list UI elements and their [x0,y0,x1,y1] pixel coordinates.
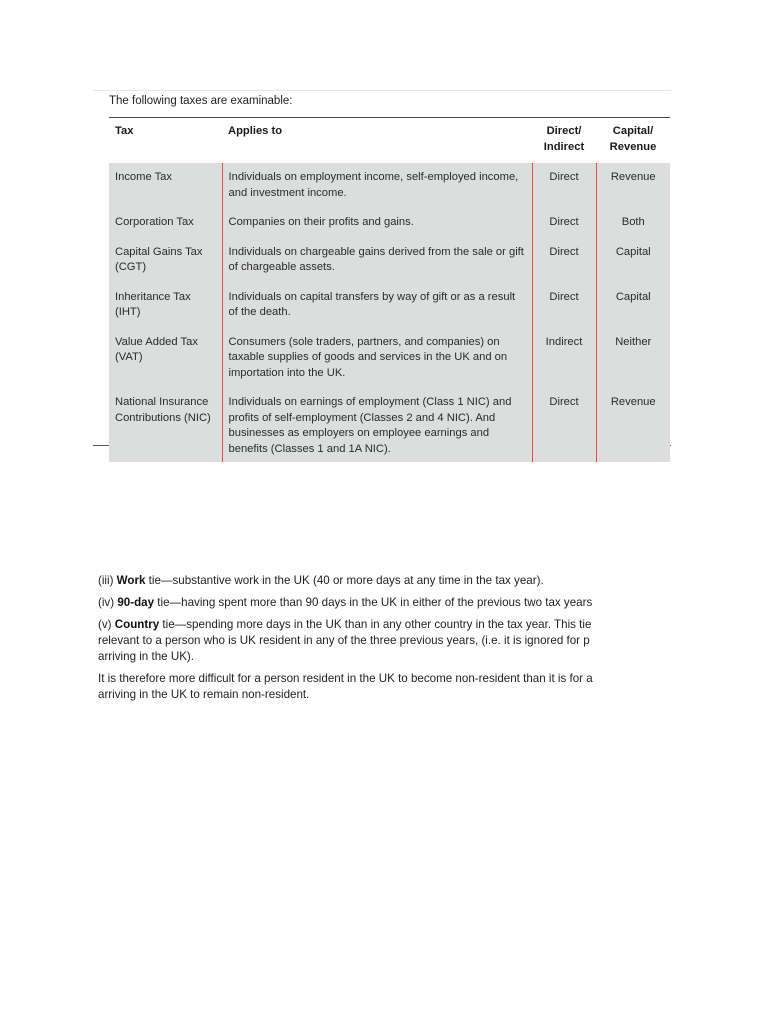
table-row [109,279,670,324]
cell-capital-revenue: Capital [596,234,670,279]
conclusion-paragraph: It is therefore more difficult for a person resident in the UK to become non-resident than it is for a arriving in the UK to remain non-resident. [98,672,593,701]
taxes-table [109,117,670,462]
intro-text: The following taxes are examinable: [109,95,293,107]
cell-direct-indirect: Direct [532,234,596,279]
cell-applies-to: Companies on their profits and gains. [222,204,532,234]
work-tie-term: Work [116,574,146,587]
cell-applies-to: Individuals on employment income, self-employed income, and investment income. [222,163,532,204]
cell-capital-revenue: Revenue [596,163,670,204]
header-capital-revenue: Capital/ Revenue [596,118,670,164]
cell-direct-indirect: Direct [532,384,596,462]
table-row [109,204,670,234]
table-row [109,384,670,462]
ninety-day-tie-paragraph: (iv) 90-day tie—having spent more than 90 days in the UK in either of the previous two tax years [98,596,593,609]
header-tax: Tax [109,118,222,164]
country-tie-term: Country [114,618,160,631]
cell-applies-to: Individuals on chargeable gains derived from the sale or gift of chargeable assets. [222,234,532,279]
cell-tax: Inheritance Tax (IHT) [109,279,222,324]
taxes-excerpt [93,90,671,455]
header-applies-to: Applies to [222,118,532,164]
ninety-day-tie-term: 90-day [117,596,155,609]
cell-capital-revenue: Revenue [596,384,670,462]
cell-applies-to: Individuals on capital transfers by way of gift or as a result of the death. [222,279,532,324]
cell-direct-indirect: Direct [532,279,596,324]
cell-capital-revenue: Capital [596,279,670,324]
country-tie-paragraph: (v) Country tie—spending more days in the UK than in any other country in the tax year. This tie relevant to a person who is UK resident in any of the three previous years, (i.e. it is ignored for p arriving in the UK). [98,618,592,663]
cell-tax: Capital Gains Tax (CGT) [109,234,222,279]
cell-direct-indirect: Direct [532,204,596,234]
cell-capital-revenue: Neither [596,324,670,385]
cell-tax: Value Added Tax (VAT) [109,324,222,385]
cell-direct-indirect: Indirect [532,324,596,385]
table-row [109,324,670,385]
cell-applies-to: Consumers (sole traders, partners, and companies) on taxable supplies of goods and services in the UK and on importation into the UK. [222,324,532,385]
table-row [109,234,670,279]
table-header-row [109,118,670,164]
cell-capital-revenue: Both [596,204,670,234]
cell-tax: Income Tax [109,163,222,204]
cell-tax: National Insurance Contributions (NIC) [109,384,222,462]
cell-applies-to: Individuals on earnings of employment (Class 1 NIC) and profits of self-employment (Classes 2 and 4 NIC). And businesses as employers on employee earnings and benefits (Classes 1 and 1A NIC). [222,384,532,462]
cell-tax: Corporation Tax [109,204,222,234]
work-tie-paragraph: (iii) Work tie—substantive work in the UK (40 or more days at any time in the tax year). [98,574,544,587]
header-direct-indirect: Direct/ Indirect [532,118,596,164]
residence-ties-excerpt [93,566,620,718]
cell-direct-indirect: Direct [532,163,596,204]
table-row [109,163,670,204]
